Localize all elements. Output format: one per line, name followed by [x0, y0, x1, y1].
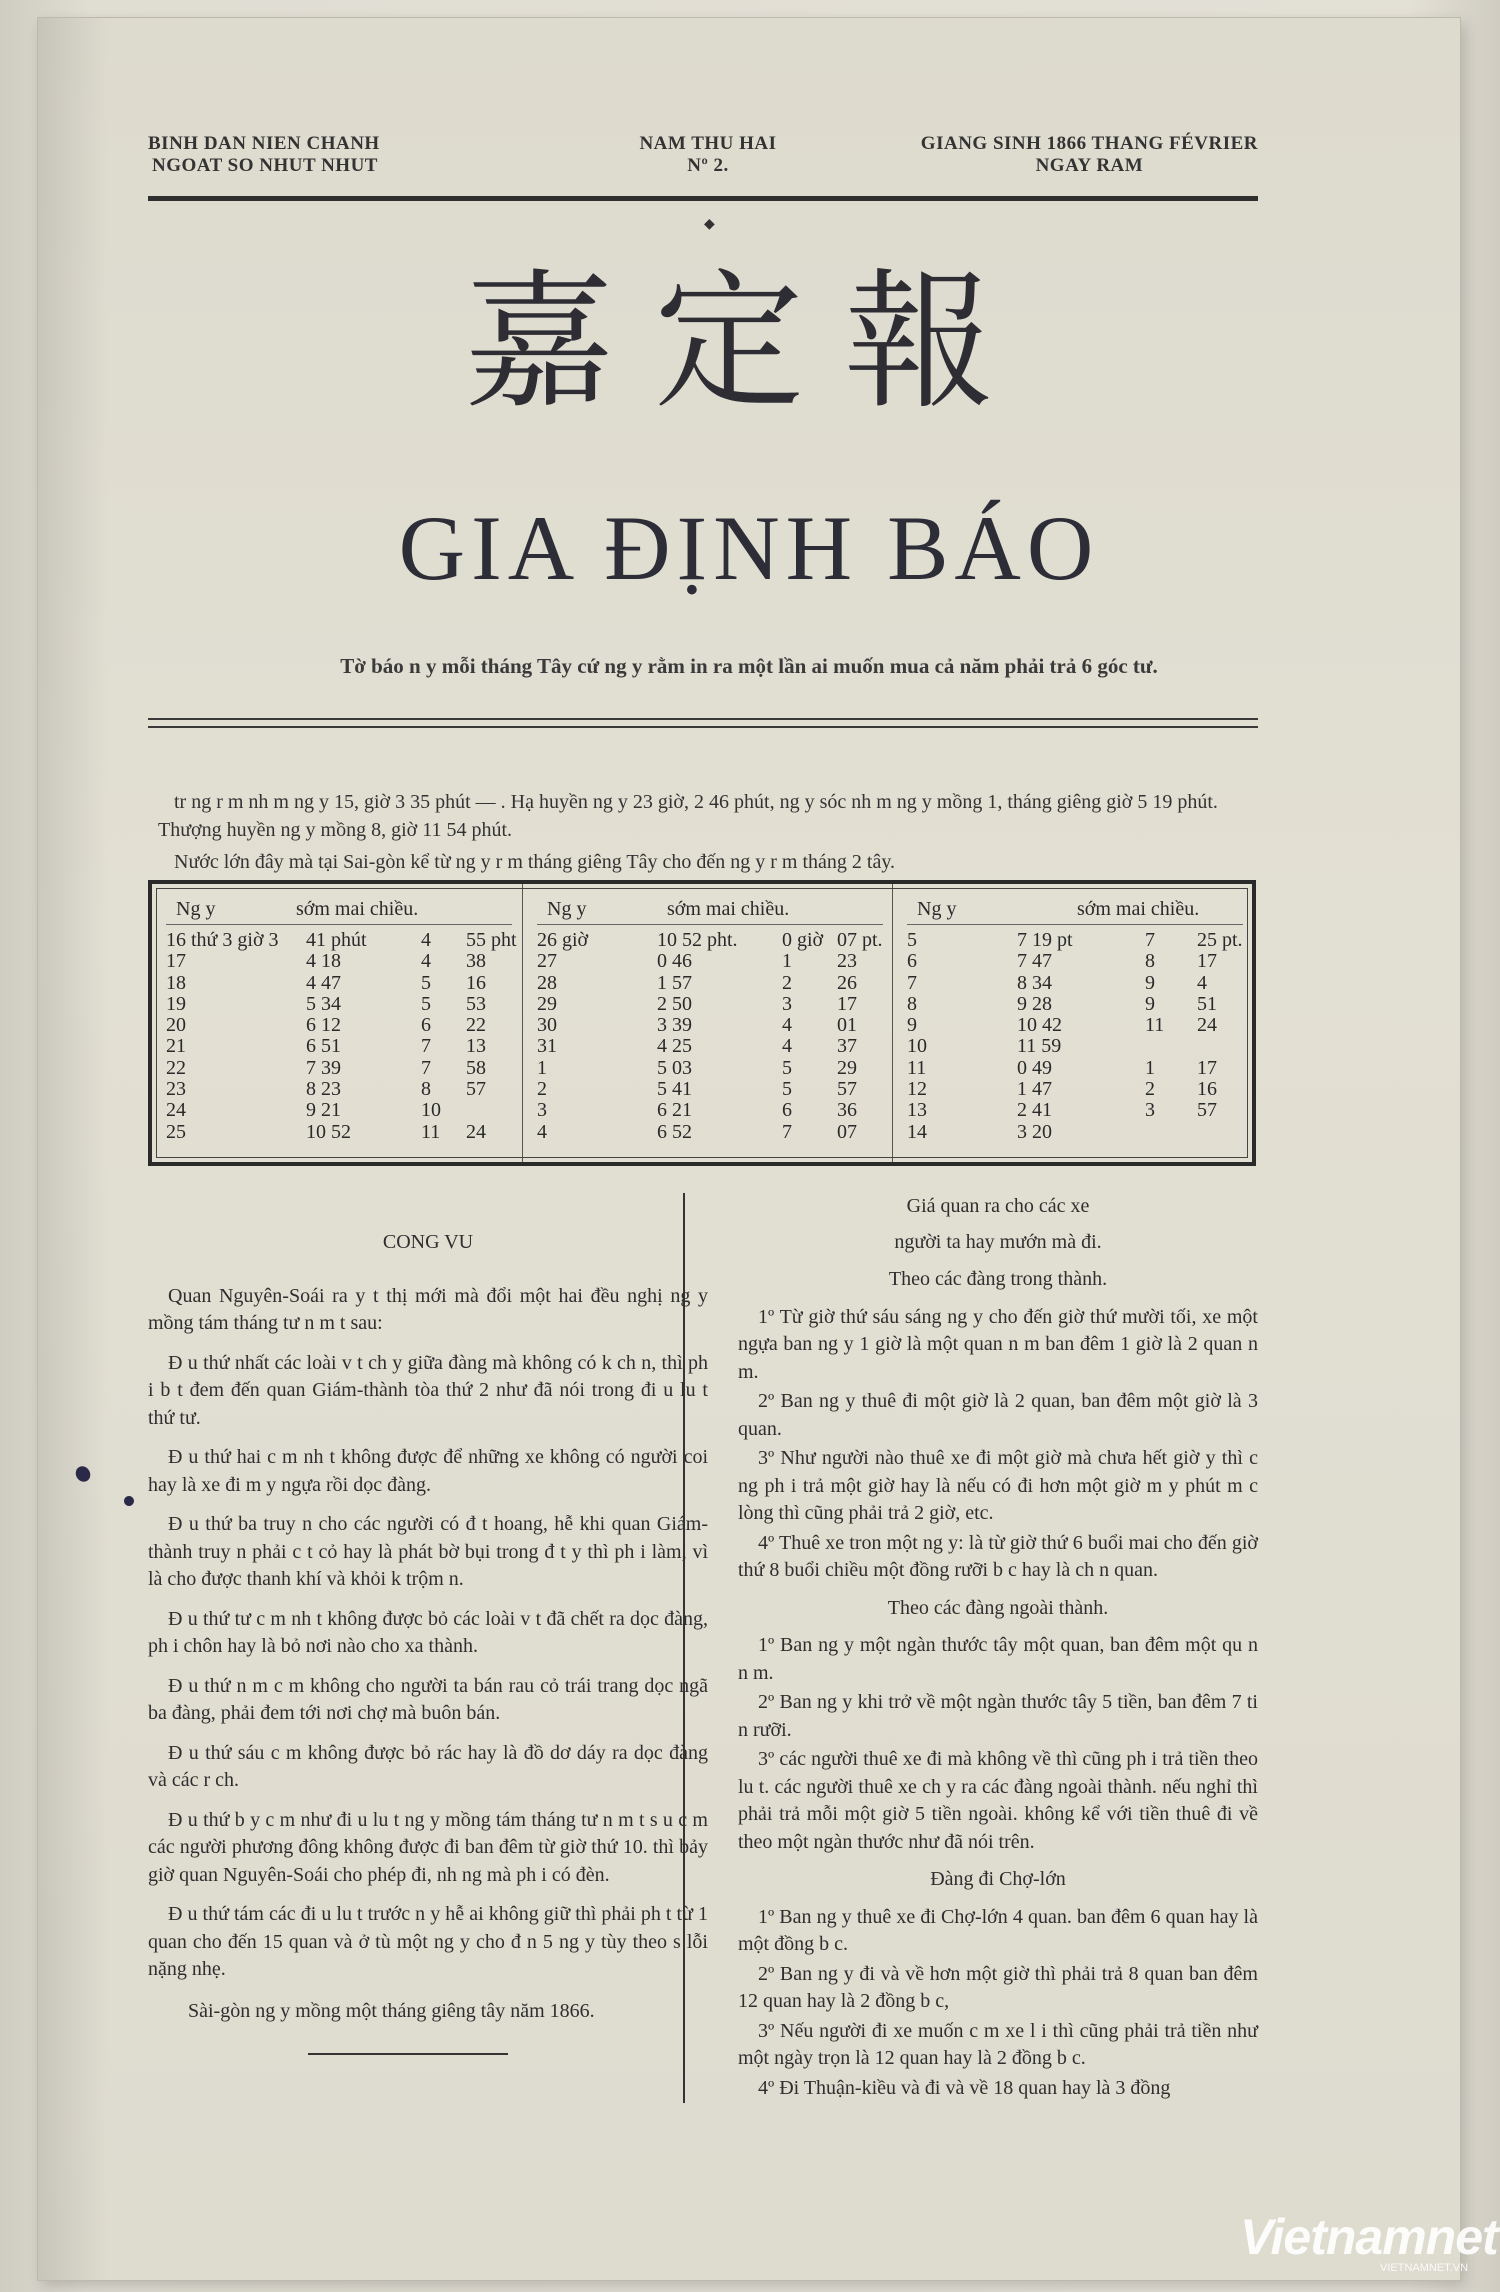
tide-table-header: [907, 898, 1243, 925]
tide-cell: 23: [166, 1078, 186, 1101]
tide-cell: 28: [537, 971, 557, 994]
article-columns: [148, 1193, 1258, 2133]
tide-cell: 5: [421, 992, 431, 1015]
tide-cell: 38: [466, 950, 486, 973]
tide-table-row: [907, 930, 1245, 951]
tide-cell: 5 41: [657, 1078, 692, 1101]
tide-table-row: [166, 994, 514, 1015]
tide-cell: 19: [166, 992, 186, 1015]
tide-cell: 53: [466, 992, 486, 1015]
tide-cell: 25 pt.: [1197, 929, 1243, 951]
masthead: [148, 133, 1258, 193]
masthead-left-line2: NGOAT SO NHUT NHUT: [152, 155, 378, 176]
issue-year: NAM THU HAI: [639, 133, 777, 154]
tide-header-day: Ng y: [917, 898, 957, 920]
tide-cell: 11 59: [1017, 1035, 1062, 1058]
tide-cell: 0 49: [1017, 1056, 1052, 1079]
watermark-url: VIETNAMNET.VN: [1380, 2262, 1469, 2274]
fare-item: 3º Nếu người đi xe muốn c m xe l i thì cũng phải trả tiền như một ngày trọn là 12 quan hay là 2 đồng b c.: [738, 2019, 1258, 2069]
tide-cell: 6: [421, 1014, 431, 1037]
notice-paragraph: Đ u thứ nhất các loài v t ch y giữa đàng mà không có k ch n, thì ph i b t đem đến quan Giám-thành tòa thứ 2 như đã nói trong đi u lu t thứ tư.: [148, 1351, 708, 1429]
tide-cell: 8 34: [1017, 971, 1052, 994]
tide-cell: 7 39: [306, 1056, 341, 1079]
fare-section-title: Theo các đàng ngoài thành.: [887, 1596, 1109, 1619]
tide-cell: 12: [907, 1078, 927, 1101]
newspaper-page: [38, 18, 1460, 2280]
header-rule-top: [148, 718, 1258, 720]
fare-item: 4º Thuê xe tron một ng y: là từ giờ thứ 6 buổi mai cho đến giờ thứ 8 buổi chiều một đồng rưỡi b c hay là ch n quan.: [738, 1531, 1258, 1581]
tide-cell: 5: [782, 1078, 792, 1101]
tide-table-row: [907, 1015, 1245, 1036]
issue-number: Nº 2.: [687, 155, 729, 176]
tide-cell: 4 18: [306, 950, 341, 973]
notice-paragraph: Đ u thứ b y c m như đi u lu t ng y mồng tám tháng tư n m t s u c m các người phương đông không được đi ban đêm từ giờ thứ 10. thì bảy giờ quan Nguyên-Soái cho phép đi, nh ng mà ph i có đèn.: [148, 1808, 708, 1886]
tide-cell: 1: [782, 950, 792, 973]
tide-table-row: [537, 1100, 885, 1121]
tide-cell: 5: [421, 971, 431, 994]
tide-cell: 9 21: [306, 1099, 341, 1122]
tide-cell: 2 41: [1017, 1099, 1052, 1122]
tide-cell: 31: [537, 1035, 557, 1058]
tide-cell: 29: [537, 992, 557, 1015]
tide-cell: 9: [1145, 971, 1155, 994]
tide-table-row: [907, 973, 1245, 994]
fare-item: 3º các người thuê xe đi mà không về thì cũng ph i trả tiền theo lu t. các người thuê xe ch y ra các đàng ngoài thành. nếu nghỉ thì phải trả mỗi một giờ 5 tiền ngoài. không kể với tiền thuê đi về theo một ngàn thước như đã nói trên.: [738, 1748, 1258, 1853]
tide-table-row: [907, 951, 1245, 972]
tide-header-day: Ng y: [547, 898, 587, 920]
tide-cell: 7 47: [1017, 950, 1052, 973]
tide-cell: 7: [782, 1120, 792, 1143]
tide-cell: 1: [1145, 1056, 1155, 1079]
tide-cell: 16 thứ 3 giờ 3: [166, 929, 279, 951]
tide-cell: 1 47: [1017, 1078, 1052, 1101]
tide-table-row: [907, 1122, 1245, 1143]
tide-table-row: [166, 1122, 514, 1143]
fare-item: 2º Ban ng y thuê đi một giờ là 2 quan, ban đêm một giờ là 3 quan.: [738, 1390, 1258, 1440]
tide-cell: 51: [1197, 992, 1217, 1015]
tide-cell: 24: [166, 1099, 186, 1122]
tide-cell: 2 50: [657, 992, 692, 1015]
tide-cell: 4 47: [306, 971, 341, 994]
tide-cell: 27: [537, 950, 557, 973]
notice-paragraph: Đ u thứ hai c m nh t không được để những xe không có người coi hay là xe đi m y ngựa rồi dọc đàng.: [148, 1446, 708, 1496]
tide-cell: 8 23: [306, 1078, 341, 1101]
tide-cell: 2: [537, 1078, 547, 1101]
tide-table-row: [166, 1015, 514, 1036]
tide-cell: 10: [907, 1035, 927, 1058]
tide-cell: 9: [1145, 992, 1155, 1015]
tide-table-row: [907, 1036, 1245, 1057]
fare-item: 3º Như người nào thuê xe đi một giờ mà chưa hết giờ y thì c ng ph i trả một giờ hay là nếu có đi hơn một giờ m y phút m c lòng thì cũng phải trả 2 giờ, etc.: [738, 1447, 1258, 1524]
tide-cell: 7: [907, 971, 917, 994]
tide-cell: 16: [1197, 1078, 1217, 1101]
tide-cell: 7 19 pt: [1017, 929, 1073, 951]
tide-table-row: [166, 1058, 514, 1079]
tide-table-row: [537, 973, 885, 994]
tide-table-column: [152, 884, 522, 1162]
tide-cell: 1 57: [657, 971, 692, 994]
tide-cell: 11: [1145, 1014, 1165, 1037]
tide-cell: 6 51: [306, 1035, 341, 1058]
tide-cell: 7: [421, 1035, 431, 1058]
tide-cell: 3 20: [1017, 1120, 1052, 1143]
tide-cell: 25: [166, 1120, 186, 1143]
fare-item: 1º Ban ng y thuê xe đi Chợ-lớn 4 quan. ban đêm 6 quan hay là một đồng b c.: [738, 1905, 1258, 1955]
tide-cell: 57: [837, 1078, 857, 1101]
tide-cell: 4: [537, 1120, 547, 1143]
tide-cell: 36: [837, 1099, 857, 1122]
tide-table-row: [537, 1122, 885, 1143]
subscription-note: Tờ báo n y mỗi tháng Tây cứ ng y rằm in ra một lần ai muốn mua cả năm phải trả 6 góc tư.: [340, 654, 1158, 678]
intro-line2: Nước lớn đây mà tại Sai-gòn kể từ ng y r m tháng giêng Tây cho đến ng y r m tháng 2 tây.: [174, 851, 896, 873]
tide-cell: 4 25: [657, 1035, 692, 1058]
tide-table-row: [907, 1100, 1245, 1121]
tide-cell: 30: [537, 1014, 557, 1037]
masthead-right: [921, 133, 1258, 177]
tide-cell: 3: [782, 992, 792, 1015]
tide-cell: 4: [782, 1035, 792, 1058]
notice-signoff: Sài-gòn ng y mồng một tháng giêng tây năm 1866.: [188, 1999, 595, 2022]
tide-cell: 10: [421, 1099, 441, 1122]
tide-cell: 2: [782, 971, 792, 994]
tide-cell: 37: [837, 1035, 857, 1058]
tide-cell: 11: [907, 1056, 927, 1079]
tide-table-row: [166, 951, 514, 972]
tide-cell: 3: [1145, 1099, 1155, 1122]
tide-cell: 41 phút: [306, 929, 367, 951]
tide-cell: 57: [466, 1078, 486, 1101]
fares-title-line1: Giá quan ra cho các xe: [906, 1195, 1090, 1217]
fare-section-title: Theo các đàng trong thành.: [888, 1268, 1108, 1290]
tide-cell: 8: [421, 1078, 431, 1101]
tide-cell: 6: [907, 950, 917, 973]
tide-cell: 3 39: [657, 1014, 692, 1037]
tide-cell: 11: [421, 1120, 441, 1143]
tide-cell: 10 52: [306, 1120, 351, 1143]
fare-item: 2º Ban ng y đi và về hơn một giờ thì phải trả 8 quan ban đêm 12 quan hay là 2 đồng b c,: [738, 1962, 1258, 2012]
tide-cell: 7: [421, 1056, 431, 1079]
tide-table-row: [166, 973, 514, 994]
tide-table-row: [907, 1079, 1245, 1100]
tide-cell: 17: [1197, 1056, 1217, 1079]
closing-rule: [308, 2053, 508, 2055]
masthead-right-line2: NGAY RAM: [1035, 155, 1144, 176]
tide-cell: 0 giờ: [782, 929, 824, 951]
tide-cell: 26: [837, 971, 857, 994]
fare-item: 1º Từ giờ thứ sáu sáng ng y cho đến giờ thứ mười tối, xe một ngựa ban ng y 1 giờ là một quan n m ban đêm 1 giờ là 2 quan n m.: [738, 1305, 1258, 1383]
notice-paragraph: Đ u thứ tư c m nh t không được bỏ các loài v t đã chết ra dọc đàng, ph i chôn hay là bỏ nơi nào cho xa thành.: [148, 1607, 708, 1657]
tide-cell: 9 28: [1017, 992, 1052, 1015]
tide-header-times: sớm mai chiều.: [667, 898, 790, 920]
tide-cell: 16: [466, 971, 486, 994]
tide-cell: 58: [466, 1056, 486, 1079]
fare-item: 4º Đi Thuận-kiều và đi và về 18 quan hay là 3 đồng: [758, 2076, 1171, 2099]
tide-cell: 1: [537, 1056, 547, 1079]
watermark-logo: [1200, 2192, 1498, 2274]
tide-table-row: [166, 929, 517, 951]
header-rule-bottom: [148, 726, 1258, 728]
tide-table-row: [537, 1015, 885, 1036]
tide-table-column: [892, 884, 1253, 1162]
tide-cell: 21: [166, 1035, 186, 1058]
tide-cell: 2: [1145, 1078, 1155, 1101]
fare-item: 2º Ban ng y khi trở về một ngàn thước tây 5 tiền, ban đêm 7 ti n rưỡi.: [738, 1691, 1258, 1741]
tide-cell: 5: [907, 929, 917, 951]
tide-table-row: [166, 1036, 514, 1057]
tide-cell: 07 pt.: [837, 929, 883, 951]
tide-cell: 6 12: [306, 1014, 341, 1037]
tide-cell: 0 46: [657, 950, 692, 973]
tide-cell: 17: [166, 950, 186, 973]
tide-cell: 7: [1145, 929, 1155, 951]
notice-paragraph: Quan Nguyên-Soái ra y t thị mới mà đổi một hai đều nghị ng y mồng tám tháng tư n m t sau:: [148, 1284, 708, 1334]
tide-cell: 4: [421, 950, 431, 973]
notice-paragraph: Đ u thứ tám các đi u lu t trước n y hễ ai không giữ thì phải ph t từ 1 quan cho đến 15 quan và ở tù một ng y cho đ n 5 ng y tùy theo s lỗi nặng nhẹ.: [148, 1903, 708, 1980]
tide-cell: 20: [166, 1014, 186, 1037]
tide-cell: 5 03: [657, 1056, 692, 1079]
tide-cell: 3: [537, 1099, 547, 1122]
tide-cell: 22: [466, 1014, 486, 1037]
tide-cell: 57: [1197, 1099, 1217, 1122]
tide-table-row: [537, 994, 885, 1015]
tide-cell: 17: [1197, 950, 1217, 973]
tide-table-header: [166, 898, 512, 925]
title-latin: GIA ĐỊNH BÁO: [398, 497, 1100, 599]
tide-header-day: Ng y: [176, 898, 216, 920]
tide-cell: 29: [837, 1056, 857, 1079]
tide-cell: 9: [907, 1014, 917, 1037]
tide-table: [148, 880, 1256, 1166]
tide-cell: 17: [837, 992, 857, 1015]
tide-cell: 13: [907, 1099, 927, 1122]
tide-table-row: [537, 1079, 885, 1100]
tide-table-row: [537, 951, 885, 972]
tide-header-times: sớm mai chiều.: [1077, 898, 1200, 920]
diamond-ornament-icon: ◆: [704, 217, 715, 232]
tide-cell: 13: [466, 1035, 486, 1058]
tide-cell: 14: [907, 1120, 927, 1143]
fare-section-title: Đàng đi Chợ-lớn: [930, 1868, 1066, 1890]
tide-cell: 01: [837, 1014, 857, 1037]
masthead-left: [148, 133, 380, 177]
tide-cell: 55 pht: [466, 929, 517, 951]
tide-table-row: [537, 1036, 885, 1057]
masthead-left-line1: BINH DAN NIEN CHANH: [148, 133, 380, 154]
tide-cell: 24: [466, 1120, 486, 1143]
tide-cell: 5: [782, 1056, 792, 1079]
ink-blot-mark: [73, 1464, 93, 1485]
tide-cell: 22: [166, 1056, 186, 1079]
tide-cell: 23: [837, 950, 857, 973]
tide-cell: 18: [166, 971, 186, 994]
ink-blot-mark: [122, 1494, 136, 1508]
tide-cell: 5 34: [306, 992, 341, 1015]
tide-table-row: [537, 1058, 885, 1079]
notice-paragraph: Đ u thứ sáu c m không được bỏ rác hay là đồ dơ dáy ra dọc đàng và các r ch.: [148, 1741, 708, 1791]
carriage-fares-column: [738, 1193, 1258, 2104]
tide-cell: 4: [421, 929, 431, 951]
tide-cell: 10 52 pht.: [657, 929, 738, 951]
fares-title-line2: người ta hay mướn mà đi.: [894, 1230, 1102, 1253]
tide-table-row: [907, 994, 1245, 1015]
masthead-rule: [148, 196, 1258, 201]
tide-cell: 4: [782, 1014, 792, 1037]
masthead-right-line1: GIANG SINH 1866 THANG FÉVRIER: [920, 133, 1258, 154]
tide-table-row: [166, 1100, 514, 1121]
tide-table-header: [537, 898, 883, 925]
tide-cell: 07: [837, 1120, 857, 1143]
tide-cell: 6 21: [657, 1099, 692, 1122]
intro-line1: tr ng r m nh m ng y 15, giờ 3 35 phút — . Hạ huyền ng y 23 giờ, 2 46 phút, ng y sóc nh m ng y mồng 1, tháng giêng giờ 5 19 phút. Thượng huyền ng y mồng 8, giờ 11 54 phút.: [158, 791, 1218, 841]
notice-paragraph: Đ u thứ ba truy n cho các người có đ t hoang, hễ khi quan Giám-thành truy n phải c t cỏ hay là phát bờ bụi trong đ t y thì ph i làm, vì là cho được thanh khí và khỏi k trộm n.: [148, 1513, 708, 1590]
tide-cell: 10 42: [1017, 1014, 1062, 1037]
tide-cell: 8: [1145, 950, 1155, 973]
official-notices-heading: CONG VU: [382, 1231, 474, 1253]
tide-table-column: [522, 884, 893, 1162]
fare-item: 1º Ban ng y một ngàn thước tây một quan, ban đêm một qu n n m.: [738, 1634, 1258, 1684]
masthead-center: [608, 133, 808, 177]
tide-cell: 4: [1197, 971, 1207, 994]
title-chinese: 嘉定報: [463, 256, 1034, 430]
tide-cell: 24: [1197, 1014, 1217, 1037]
tide-cell: 6: [782, 1099, 792, 1122]
tide-table-row: [537, 930, 885, 951]
tide-cell: 6 52: [657, 1120, 692, 1143]
tide-table-row: [907, 1058, 1245, 1079]
tide-cell: 26 giờ: [537, 929, 589, 951]
tide-table-row: [166, 1079, 514, 1100]
official-notices-column: [148, 1193, 708, 2055]
watermark-brand: Vietnamnet: [1240, 2209, 1498, 2265]
tide-header-times: sớm mai chiều.: [296, 898, 419, 920]
notice-paragraph: Đ u thứ n m c m không cho người ta bán rau cỏ trái trang dọc ngã ba đàng, phải đem tới nơi chợ mà buôn bán.: [148, 1674, 708, 1724]
moon-phase-intro: [158, 788, 1258, 876]
tide-cell: 8: [907, 992, 917, 1015]
